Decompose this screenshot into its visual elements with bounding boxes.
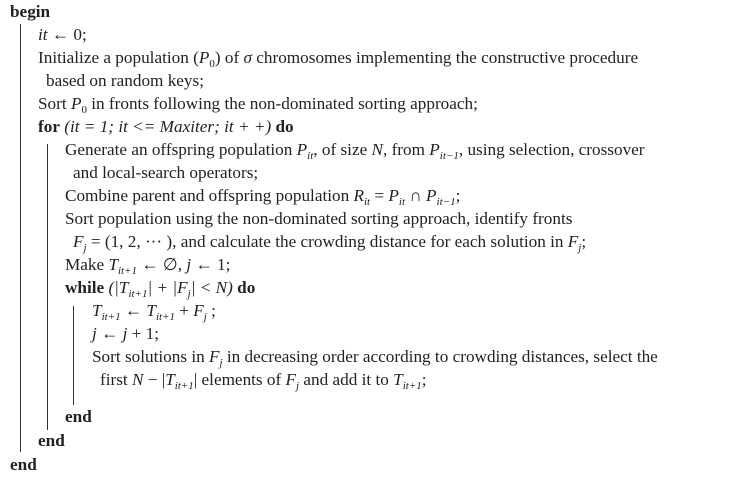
line-sort-solutions: Sort solutions in $F_j$ in decreasing order according to crowding distances, select the — [92, 347, 658, 369]
line-for-loop: for (it = 1; it <= Maxiter; it + +) do — [38, 117, 294, 136]
line-sort-population: Sort population using the non-dominated sorting approach, identify fronts — [65, 209, 573, 228]
line-initialize-cont: based on random keys; — [46, 71, 204, 90]
line-initialize-population: Initialize a population $(P_0)$ of σ chromosomes implementing the constructive procedure — [38, 48, 639, 70]
for-block-rule — [47, 144, 48, 430]
end-for-keyword: end — [38, 431, 65, 450]
line-while-loop: while $(|T_{it+1}| + |F_j| < N)$ do — [65, 278, 256, 300]
line-generate-cont: and local-search operators; — [73, 163, 259, 182]
line-generate-offspring: Generate an offspring population $P_{it}$, of size N, from $P_{it-1}$, using selection, crossover — [65, 140, 645, 162]
line-increment-j: j ← j + 1; — [92, 324, 159, 343]
while-block-rule — [73, 306, 74, 405]
line-combine: Combine parent and offspring population $R_{it} = P_{it}$ ∩ $P_{it-1}$; — [65, 186, 461, 208]
end-while-keyword: end — [65, 407, 92, 426]
line-make-t: Make $T_{it+1}$ ← ∅, j ← 1; — [65, 255, 231, 277]
line-sort-solutions-cont: first $N - |T_{it+1}|$ elements of $F_j$ and add it to $T_{it+1}$; — [100, 370, 427, 392]
line-sort-p0: Sort $P_0$ in fronts following the non-dominated sorting approach; — [38, 94, 478, 116]
end-begin-keyword: end — [10, 455, 37, 474]
begin-block-rule — [20, 24, 21, 452]
line-init-it: it ← 0; — [38, 25, 87, 44]
line-sort-population-cont: $F_j = (1$, 2, ··· ), and calculate the crowding distance for each solution in $F_j$; — [73, 232, 587, 254]
begin-keyword: begin — [10, 2, 51, 21]
line-update-t: $T_{it+1}$ ← $T_{it+1} + F_j$ ; — [92, 301, 216, 323]
